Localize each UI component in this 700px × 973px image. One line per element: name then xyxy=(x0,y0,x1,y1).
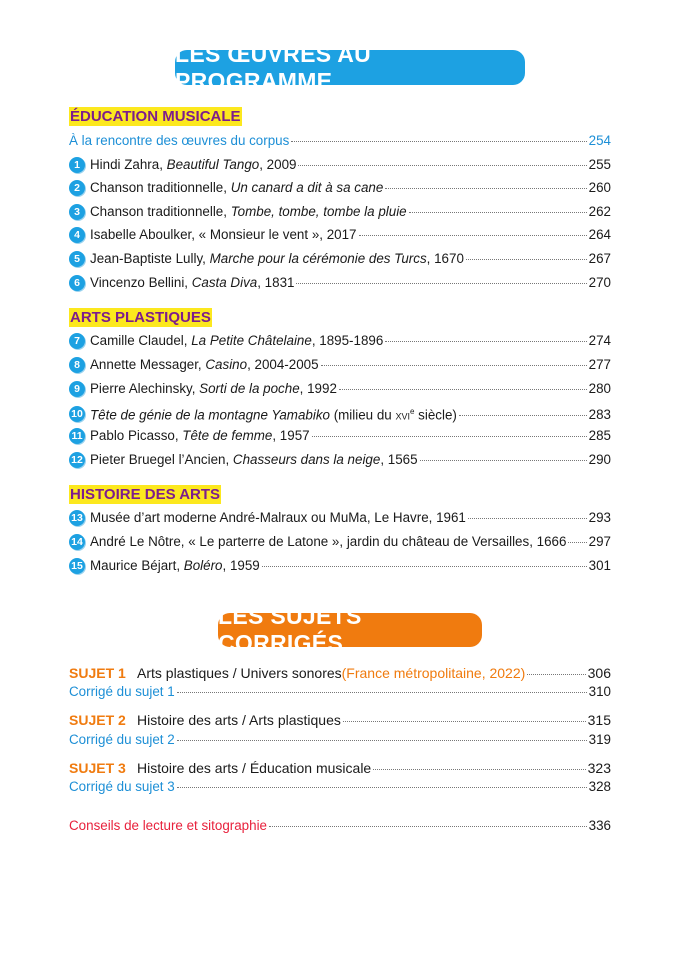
entry-text-segment: , 1670 xyxy=(426,251,464,266)
entry-text-segment: Vincenzo Bellini, xyxy=(90,275,192,290)
entry-title xyxy=(90,226,357,244)
entry-text-segment: Hindi Zahra, xyxy=(90,157,167,172)
page-number: 260 xyxy=(588,180,611,195)
dot-leader xyxy=(339,389,587,390)
page-number: 306 xyxy=(587,665,611,681)
dot-leader xyxy=(177,692,587,693)
dot-leader xyxy=(262,566,587,567)
entry-text-segment: xvi xyxy=(395,407,410,423)
entry-text-segment: Pieter Bruegel l’Ancien, xyxy=(90,452,233,467)
entry-title xyxy=(90,356,319,374)
toc-entry[interactable] xyxy=(69,403,611,424)
entry-title xyxy=(90,380,337,398)
entry-text-segment: , 1831 xyxy=(257,275,295,290)
page-number: 255 xyxy=(588,157,611,172)
dot-leader xyxy=(527,674,585,675)
section-heading: HISTOIRE DES ARTS xyxy=(70,486,221,503)
sujet-entry[interactable] xyxy=(69,711,611,729)
number-badge-icon: 9 xyxy=(69,381,85,397)
page-number: 310 xyxy=(588,684,611,699)
dot-leader xyxy=(291,141,586,142)
entry-text-segment: Boléro xyxy=(183,558,223,573)
section-heading: ARTS PLASTIQUES xyxy=(70,309,211,326)
page-number: 264 xyxy=(588,227,611,242)
dot-leader xyxy=(568,542,586,543)
page-number: 285 xyxy=(588,428,611,443)
entry-text-segment: Musée d’art moderne André-Malraux ou MuMa, Le Havre, 1961 xyxy=(90,510,466,525)
dot-leader xyxy=(459,415,587,416)
sujet-title: Arts plastiques / Univers sonores xyxy=(137,665,342,681)
dot-leader xyxy=(385,341,586,342)
entry-text-segment: Tête de femme xyxy=(182,428,273,443)
number-badge-icon: 15 xyxy=(69,558,85,574)
page-number: 336 xyxy=(588,818,611,833)
page-number: 277 xyxy=(588,357,611,372)
entry-text-segment: Tête de génie de la montagne Yamabiko xyxy=(90,407,330,423)
sujet-entry[interactable] xyxy=(69,664,611,682)
page-number: 274 xyxy=(588,333,611,348)
entry-text-segment: e xyxy=(409,407,415,416)
entry-text-segment: À la rencontre des œuvres du corpus xyxy=(69,133,290,148)
corrige-title: Corrigé du sujet 2 xyxy=(69,732,175,747)
entry-text-segment: , 1957 xyxy=(272,428,310,443)
toc-entry[interactable] xyxy=(69,250,611,268)
number-badge-icon: 2 xyxy=(69,180,85,196)
entry-title xyxy=(90,403,457,424)
corrige-title: Corrigé du sujet 3 xyxy=(69,779,175,794)
entry-title xyxy=(90,274,294,292)
corrige-entry[interactable] xyxy=(69,778,611,796)
entry-text-segment: Pierre Alechinsky, xyxy=(90,381,200,396)
toc-entry[interactable] xyxy=(69,380,611,398)
entry-text-segment: Annette Messager, xyxy=(90,357,206,372)
entry-title xyxy=(90,451,418,469)
entry-text-segment: Chanson traditionnelle, xyxy=(90,204,231,219)
dot-leader xyxy=(298,165,586,166)
sujet-title: Histoire des arts / Arts plastiques xyxy=(137,712,341,728)
sujet-label: SUJET 2 xyxy=(69,712,126,728)
number-badge-icon: 10 xyxy=(69,406,85,422)
entry-text-segment: Jean-Baptiste Lully, xyxy=(90,251,210,266)
entry-title xyxy=(90,332,383,350)
entry-title xyxy=(90,179,383,197)
number-badge-icon: 13 xyxy=(69,510,85,526)
entry-text-segment: Tombe, tombe, tombe la pluie xyxy=(230,204,407,219)
corrige-title: Corrigé du sujet 1 xyxy=(69,684,175,699)
sujets-heading: LES SUJETS CORRIGÉS xyxy=(218,613,482,647)
dot-leader xyxy=(420,460,587,461)
entry-text-segment: Isabelle Aboulker, « Monsieur le vent », 2017 xyxy=(90,227,357,242)
dot-leader xyxy=(373,769,585,770)
toc-entry[interactable] xyxy=(69,226,611,244)
dot-leader xyxy=(343,721,586,722)
number-badge-icon: 1 xyxy=(69,157,85,173)
toc-entry[interactable] xyxy=(69,557,611,575)
sujet-label: SUJET 1 xyxy=(69,665,126,681)
conseils-entry[interactable] xyxy=(69,817,611,835)
toc-entry[interactable] xyxy=(69,179,611,197)
number-badge-icon: 12 xyxy=(69,452,85,468)
number-badge-icon: 5 xyxy=(69,251,85,267)
toc-entry[interactable] xyxy=(69,156,611,174)
entry-text-segment: Pablo Picasso, xyxy=(90,428,183,443)
page-number: 254 xyxy=(588,133,611,148)
entry-text-segment: , 1959 xyxy=(222,558,260,573)
toc-entry[interactable] xyxy=(69,203,611,221)
dot-leader xyxy=(468,518,587,519)
entry-text-segment: , 2004-2005 xyxy=(247,357,319,372)
entry-title xyxy=(90,156,296,174)
entry-text-segment: Un canard a dit à sa cane xyxy=(230,180,384,195)
page-number: 290 xyxy=(588,452,611,467)
dot-leader xyxy=(177,787,587,788)
oeuvres-heading: LES ŒUVRES AU PROGRAMME xyxy=(175,50,525,85)
entry-title xyxy=(90,250,464,268)
entry-text-segment: , 1565 xyxy=(380,452,418,467)
entry-text-segment: Beautiful Tango xyxy=(166,157,260,172)
page-number: 301 xyxy=(588,558,611,573)
number-badge-icon: 8 xyxy=(69,357,85,373)
number-badge-icon: 4 xyxy=(69,227,85,243)
toc-entry[interactable] xyxy=(69,533,611,551)
entry-text-segment: Sorti de la poche xyxy=(199,381,300,396)
number-badge-icon: 7 xyxy=(69,333,85,349)
entry-text-segment: Casino xyxy=(205,357,248,372)
entry-title xyxy=(90,533,566,551)
toc-entry[interactable] xyxy=(69,332,611,350)
page-number: 283 xyxy=(588,407,611,423)
sujet-label: SUJET 3 xyxy=(69,760,126,776)
sujet-entry[interactable] xyxy=(69,759,611,777)
page-number: 323 xyxy=(587,760,611,776)
page-number: 262 xyxy=(588,204,611,219)
number-badge-icon: 3 xyxy=(69,204,85,220)
number-badge-icon: 14 xyxy=(69,534,85,550)
corrige-entry[interactable] xyxy=(69,683,611,701)
page-number: 328 xyxy=(588,779,611,794)
toc-entry[interactable] xyxy=(69,509,611,527)
entry-title xyxy=(90,427,310,445)
entry-text-segment: André Le Nôtre, « Le parterre de Latone », jardin du château de Versailles, 1666 xyxy=(90,534,567,549)
toc-entry[interactable] xyxy=(69,451,611,469)
entry-text-segment: Camille Claudel, xyxy=(90,333,192,348)
section-heading: ÉDUCATION MUSICALE xyxy=(70,108,241,125)
page-number: 319 xyxy=(588,732,611,747)
entry-text-segment: , 1992 xyxy=(299,381,337,396)
dot-leader xyxy=(385,188,586,189)
dot-leader xyxy=(269,826,587,827)
entry-text-segment: , 1895-1896 xyxy=(311,333,384,348)
toc-entry[interactable] xyxy=(69,356,611,374)
dot-leader xyxy=(321,365,587,366)
toc-entry[interactable] xyxy=(69,427,611,445)
toc-entry[interactable] xyxy=(69,274,611,292)
page-number: 297 xyxy=(588,534,611,549)
page-number: 270 xyxy=(588,275,611,290)
entry-title xyxy=(69,132,289,150)
entry-text-segment: Casta Diva xyxy=(191,275,258,290)
dot-leader xyxy=(296,283,586,284)
entry-text-segment: (milieu du xyxy=(329,407,396,423)
dot-leader xyxy=(177,740,587,741)
number-badge-icon: 6 xyxy=(69,275,85,291)
entry-title xyxy=(90,509,466,527)
entry-title xyxy=(90,557,260,575)
page-number: 267 xyxy=(588,251,611,266)
dot-leader xyxy=(359,235,587,236)
corrige-entry[interactable] xyxy=(69,731,611,749)
dot-leader xyxy=(409,212,587,213)
entry-text-segment: , 2009 xyxy=(259,157,297,172)
entry-text-segment: La Petite Châtelaine xyxy=(191,333,312,348)
entry-text-segment: siècle) xyxy=(414,407,457,423)
entry-text-segment: Chanson traditionnelle, xyxy=(90,180,231,195)
page-number: 280 xyxy=(588,381,611,396)
conseils-title: Conseils de lecture et sitographie xyxy=(69,818,267,833)
toc-entry[interactable] xyxy=(69,132,611,150)
dot-leader xyxy=(312,436,587,437)
number-badge-icon: 11 xyxy=(69,428,85,444)
sujet-title: Histoire des arts / Éducation musicale xyxy=(137,760,372,776)
entry-text-segment: Chasseurs dans la neige xyxy=(232,452,381,467)
page-number: 315 xyxy=(587,712,611,728)
dot-leader xyxy=(466,259,587,260)
entry-title xyxy=(90,203,407,221)
entry-text-segment: Maurice Béjart, xyxy=(90,558,184,573)
entry-text-segment: Marche pour la cérémonie des Turcs xyxy=(209,251,427,266)
sujet-source: (France métropolitaine, 2022) xyxy=(341,665,526,681)
page-number: 293 xyxy=(588,510,611,525)
